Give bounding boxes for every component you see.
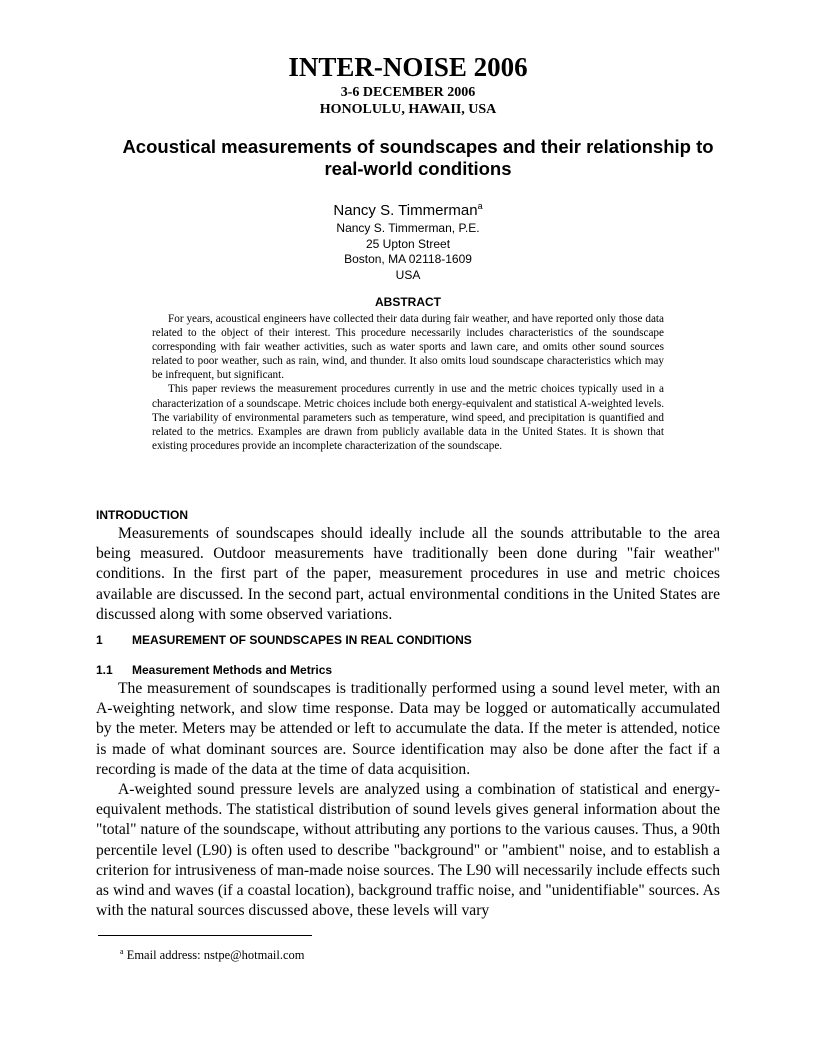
conference-dates: 3-6 DECEMBER 2006 — [340, 85, 476, 100]
footnote-marker: a — [120, 947, 124, 956]
introduction-heading: INTRODUCTION — [96, 508, 188, 522]
section-1-number: 1 — [96, 633, 103, 647]
abstract-paragraph-1: For years, acoustical engineers have collected their data during fair weather, and have reported only those data related to the object of their interest. This procedure necessarily includes characteristics of the soundscape corresponding with fair weather activities, such as water sports and lawn care, and omits other sound sources related to poor weather, such as rain, wind, and thunder. It also omits loud soundscape characteristics which may be infrequent, but significant. — [152, 313, 664, 382]
author-country: USA — [395, 267, 421, 282]
introduction-paragraph-1: Measurements of soundscapes should ideally include all the sounds attributable to the area being measured. Outdoor measurements have traditionally been done during "fair weather" conditions. In the first part of the paper, measurement procedures in use and metric choices available are discussed. In the second part, actual environmental conditions in the United States are discussed along with some observed variations. — [96, 525, 720, 623]
section-1-title: MEASUREMENT OF SOUNDSCAPES IN REAL CONDITIONS — [132, 633, 472, 647]
author-name-line — [0, 196, 816, 221]
section-1-1-number: 1.1 — [96, 663, 113, 677]
abstract-body — [152, 312, 664, 453]
author-name: Nancy S. Timmerman — [333, 202, 478, 219]
author-affiliation: Nancy S. Timmerman, P.E. — [336, 221, 480, 235]
section-1-1-body — [96, 679, 720, 921]
conference-title: INTER-NOISE 2006 — [288, 52, 528, 82]
author-city: Boston, MA 02118-1609 — [344, 252, 472, 266]
author-street: 25 Upton Street — [365, 236, 451, 251]
section-1-1-paragraph-2: A-weighted sound pressure levels are analyzed using a combination of statistical and energy-equivalent methods. The statistical distribution of sound levels gives general information about the "total" nature of the soundscape, without attributing any portions to the various causes. Thus, a 90th percentile level (L90) is often used to describe "background" or "ambient" noise, and to establish a criterion for intrusiveness of man-made noise sources. The L90 will necessarily include effects such as wind and waves (if a coastal location), background traffic noise, and "unidentifiable" sources. As with the natural sources discussed above, these levels will vary — [96, 781, 720, 920]
section-1-heading — [96, 633, 472, 648]
author-footnote-marker: a — [477, 201, 483, 211]
paper-title-line-2: real-world conditions — [324, 158, 512, 179]
paper-title — [100, 136, 736, 180]
section-1-1-title: Measurement Methods and Metrics — [132, 663, 333, 677]
author-block — [0, 196, 816, 283]
section-1-1-heading — [96, 663, 332, 678]
abstract-paragraph-2: This paper reviews the measurement procedures currently in use and the metric choices typically used in a characterization of a soundscape. Metric choices include both energy-equivalent and statistical A-weighted levels. The variability of environmental parameters such as temperature, wind speed, and precipitation is quantified and related to the metrics. Examples are drawn from publicly available data in the United States. It is shown that existing procedures provide an incomplete characterization of the soundscape. — [152, 383, 664, 452]
abstract-heading: ABSTRACT — [375, 295, 441, 309]
paper-title-line-1: Acoustical measurements of soundscapes and their relationship to — [122, 136, 714, 157]
footnote-text: Email address: nstpe@hotmail.com — [126, 948, 305, 963]
footnote — [120, 944, 304, 963]
section-1-1-paragraph-1: The measurement of soundscapes is traditionally performed using a sound level meter, with an A-weighting network, and slow time response. Data may be logged or automatically accumulated by the meter. Meters may be attended or left to accumulate the data. If the meter is attended, notice is made of what dominant sources are. Source identification may also be done after the fact if a recording is made of the data at the time of data acquisition. — [96, 680, 720, 778]
introduction-body — [96, 524, 720, 625]
conference-location: HONOLULU, HAWAII, USA — [319, 102, 497, 117]
footnote-divider — [98, 935, 312, 936]
